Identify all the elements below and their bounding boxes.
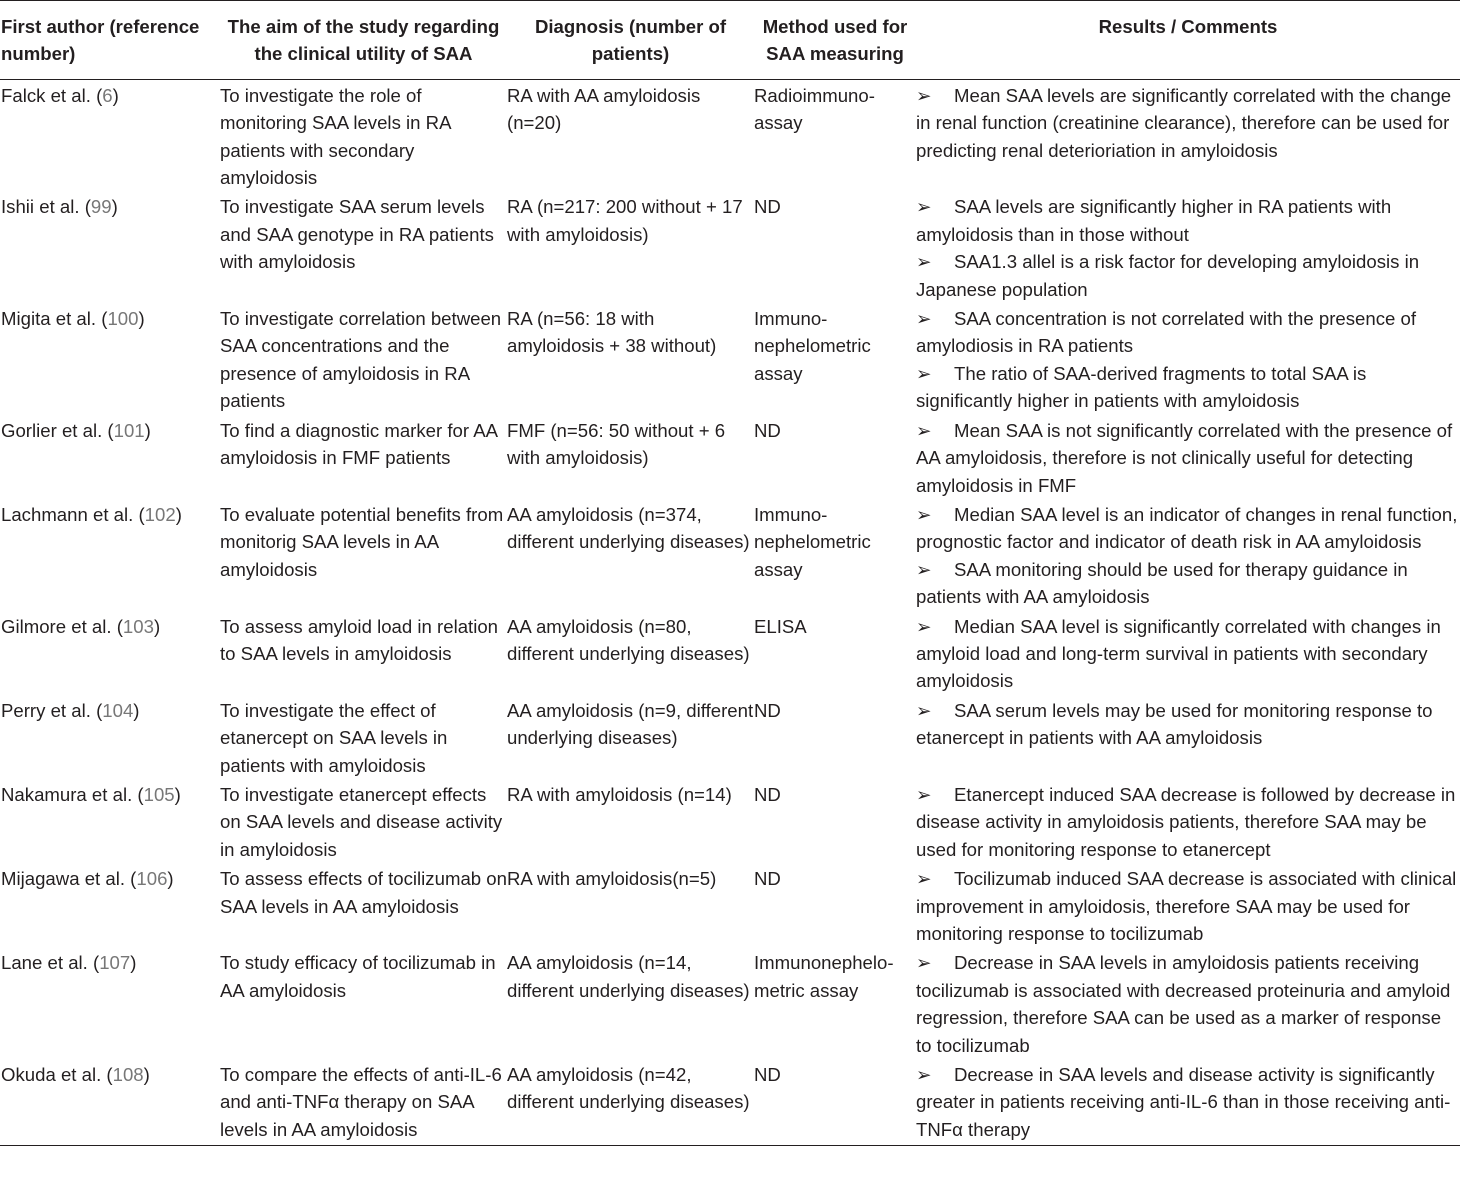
header-results: Results / Comments <box>916 1 1460 80</box>
result-text: Decrease in SAA levels and disease activity is significantly greater in patients receiving anti-IL-6 than in those receiving anti-TNFα therapy <box>916 1064 1451 1140</box>
author-close-paren: ) <box>133 699 140 721</box>
result-item <box>916 417 1460 499</box>
reference-link[interactable]: 105 <box>143 783 175 805</box>
table-row <box>0 303 1460 415</box>
author-close-paren: ) <box>138 308 145 330</box>
author-close-paren: ) <box>130 952 137 974</box>
reference-link[interactable]: 100 <box>107 308 139 330</box>
author-close-paren: ) <box>143 1064 150 1086</box>
diagnosis-cell: RA with amyloidosis(n=5) <box>507 868 717 890</box>
reference-link[interactable]: 107 <box>99 952 131 974</box>
reference-link[interactable]: 99 <box>90 196 112 218</box>
reference-link[interactable]: 106 <box>136 868 168 890</box>
author-cell <box>0 79 220 191</box>
author-close-paren: ) <box>153 615 161 637</box>
results-cell <box>916 863 1460 947</box>
method-cell: Immuno-nephelometric assay <box>754 308 871 384</box>
method-cell: ND <box>754 868 781 890</box>
table-row <box>0 779 1460 863</box>
author-close-paren: ) <box>112 84 119 106</box>
header-author: First author (reference number) <box>0 1 220 80</box>
arrow-bullet-icon: ➢ <box>916 196 932 218</box>
arrow-bullet-icon: ➢ <box>916 1064 932 1086</box>
author-name: Nakamura et al. ( <box>1 783 144 805</box>
author-close-paren: ) <box>174 783 181 805</box>
author-name: Lachmann et al. ( <box>1 503 145 525</box>
result-item <box>916 360 1460 415</box>
aim-cell: To assess effects of tocilizumab on SAA levels in AA amyloidosis <box>220 868 507 917</box>
results-cell <box>916 499 1460 611</box>
method-cell: ND <box>754 1059 916 1146</box>
arrow-bullet-icon: ➢ <box>916 503 932 525</box>
author-name: Mijagawa et al. ( <box>1 868 137 890</box>
arrow-bullet-icon: ➢ <box>916 84 932 106</box>
arrow-bullet-icon: ➢ <box>916 308 932 330</box>
arrow-bullet-icon: ➢ <box>916 952 932 974</box>
reference-link[interactable]: 102 <box>144 503 176 525</box>
author-cell <box>0 947 220 1059</box>
result-item <box>916 501 1460 556</box>
result-text: SAA1.3 allel is a risk factor for developing amyloidosis in Japanese population <box>916 251 1420 300</box>
result-text: SAA serum levels may be used for monitoring response to etanercept in patients with AA amyloidosis <box>916 699 1433 749</box>
table-body <box>0 79 1460 1145</box>
table-row <box>0 611 1460 695</box>
table-row <box>0 499 1460 611</box>
result-text: Etanercept induced SAA decrease is followed by decrease in disease activity in amyloidosis patients, therefore SAA may be used for monitoring response to etanercept <box>916 783 1456 860</box>
result-item <box>916 613 1460 695</box>
results-cell <box>916 191 1460 303</box>
result-item <box>916 248 1460 303</box>
table-row <box>0 191 1460 303</box>
arrow-bullet-icon: ➢ <box>916 615 932 637</box>
result-item <box>916 865 1460 947</box>
result-item <box>916 697 1460 752</box>
arrow-bullet-icon: ➢ <box>916 783 932 805</box>
table-row <box>0 947 1460 1059</box>
result-text: SAA levels are significantly higher in RA patients with amyloidosis than in those without <box>916 196 1392 245</box>
results-cell <box>916 1059 1460 1146</box>
author-cell <box>0 415 220 499</box>
arrow-bullet-icon: ➢ <box>916 362 932 384</box>
result-text: Mean SAA levels are significantly correlated with the change in renal function (creatinine clearance), therefore can be used for predicting renal deterioriation in amyloidosis <box>916 84 1452 161</box>
aim-cell: To compare the effects of anti-IL-6 and anti-TNFα therapy on SAA levels in AA amyloidosis <box>220 1059 507 1146</box>
author-cell <box>0 779 220 863</box>
results-cell <box>916 611 1460 695</box>
method-cell: ND <box>754 419 781 441</box>
table-row <box>0 79 1460 191</box>
table-row <box>0 863 1460 947</box>
result-item <box>916 193 1460 248</box>
result-text: SAA concentration is not correlated with the presence of amylodiosis in RA patients <box>916 308 1417 357</box>
results-cell <box>916 303 1460 415</box>
author-close-paren: ) <box>175 503 182 525</box>
author-cell <box>0 863 220 947</box>
arrow-bullet-icon: ➢ <box>916 699 932 721</box>
header-diagnosis: Diagnosis (number of patients) <box>507 1 754 80</box>
author-name: Falck et al. ( <box>1 84 103 106</box>
author-name: Gorlier et al. ( <box>1 419 114 441</box>
header-aim: The aim of the study regarding the clinical utility of SAA <box>220 1 507 80</box>
results-cell <box>916 947 1460 1059</box>
diagnosis-cell: AA amyloidosis (n=14, different underlying diseases) <box>507 952 750 1001</box>
aim-cell: To find a diagnostic marker for AA amyloidosis in FMF patients <box>220 419 497 469</box>
aim-cell: To investigate etanercept effects on SAA levels and disease activity in amyloidosis <box>220 783 503 860</box>
author-cell <box>0 499 220 611</box>
diagnosis-cell: RA with amyloidosis (n=14) <box>507 783 732 805</box>
author-cell <box>0 303 220 415</box>
diagnosis-cell: AA amyloidosis (n=374, different underlying diseases) <box>507 503 750 553</box>
result-item <box>916 82 1460 164</box>
diagnosis-cell: RA with AA amyloidosis (n=20) <box>507 84 701 134</box>
diagnosis-cell: AA amyloidosis (n=80, different underlying diseases) <box>507 615 750 664</box>
aim-cell: To assess amyloid load in relation to SAA levels in amyloidosis <box>220 615 499 664</box>
author-name: Gilmore et al. ( <box>1 615 123 637</box>
result-text: SAA monitoring should be used for therapy guidance in patients with AA amyloidosis <box>916 558 1408 608</box>
result-item <box>916 305 1460 360</box>
diagnosis-cell: FMF (n=56: 50 without + 6 with amyloidosis) <box>507 419 726 469</box>
author-cell <box>0 611 220 695</box>
method-cell: ND <box>754 699 781 721</box>
aim-cell: To investigate the role of monitoring SAA levels in RA patients with secondary amyloidosis <box>220 84 451 189</box>
arrow-bullet-icon: ➢ <box>916 868 932 890</box>
author-cell <box>0 1059 220 1146</box>
arrow-bullet-icon: ➢ <box>916 419 932 441</box>
result-text: The ratio of SAA-derived fragments to total SAA is significantly higher in patients with amyloidosis <box>916 362 1367 412</box>
aim-cell: To evaluate potential benefits from monitorig SAA levels in AA amyloidosis <box>220 503 504 580</box>
author-name: Migita et al. ( <box>1 308 108 330</box>
arrow-bullet-icon: ➢ <box>916 251 932 273</box>
results-cell <box>916 695 1460 779</box>
aim-cell: To investigate correlation between SAA concentrations and the presence of amyloidosis in RA patients <box>220 308 502 412</box>
reference-link[interactable]: 6 <box>102 84 113 106</box>
author-name: Lane et al. ( <box>1 952 100 974</box>
table-row <box>0 695 1460 779</box>
author-close-paren: ) <box>144 419 151 441</box>
results-cell <box>916 415 1460 499</box>
header-method: Method used for SAA measuring <box>754 1 916 80</box>
author-close-paren: ) <box>167 868 174 890</box>
aim-cell: To investigate SAA serum levels and SAA genotype in RA patients with amyloidosis <box>220 196 494 273</box>
reference-link[interactable]: 101 <box>113 419 145 441</box>
method-cell: ELISA <box>754 615 807 637</box>
result-text: Median SAA level is an indicator of changes in renal function, prognostic factor and indicator of death risk in AA amyloidosis <box>916 503 1458 553</box>
reference-link[interactable]: 103 <box>122 615 154 637</box>
result-text: Median SAA level is significantly correlated with changes in amyloid load and long-term survival in patients with secondary amyloidosis <box>916 615 1441 692</box>
author-name: Okuda et al. ( <box>1 1064 113 1086</box>
method-cell: Immunonephelo-metric assay <box>754 952 894 1001</box>
author-name: Perry et al. ( <box>1 699 103 721</box>
arrow-bullet-icon: ➢ <box>916 558 932 580</box>
author-close-paren: ) <box>111 196 118 218</box>
author-cell <box>0 695 220 779</box>
result-text: Tocilizumab induced SAA decrease is associated with clinical improvement in amyloidosis, therefore SAA may be used for monitoring response to tocilizumab <box>916 868 1457 944</box>
result-item <box>916 1061 1460 1143</box>
diagnosis-cell: RA (n=56: 18 with amyloidosis + 38 without) <box>507 308 717 357</box>
result-item <box>916 949 1460 1059</box>
diagnosis-cell: AA amyloidosis (n=9, different underlying diseases) <box>507 699 754 749</box>
aim-cell: To study efficacy of tocilizumab in AA amyloidosis <box>220 952 496 1001</box>
method-cell: Immuno-nephelometric assay <box>754 503 871 580</box>
diagnosis-cell: RA (n=217: 200 without + 17 with amyloidosis) <box>507 196 743 245</box>
method-cell: ND <box>754 783 781 805</box>
results-cell <box>916 779 1460 863</box>
aim-cell: To investigate the effect of etanercept on SAA levels in patients with amyloidosis <box>220 699 448 776</box>
diagnosis-cell: AA amyloidosis (n=42, different underlying diseases) <box>507 1059 754 1146</box>
header-row <box>0 1 1460 80</box>
author-name: Ishii et al. ( <box>1 196 91 218</box>
result-text: Decrease in SAA levels in amyloidosis patients receiving tocilizumab is associated with decreased proteinuria and amyloid regression, therefore SAA can be used as a marker of response to tocilizumab <box>916 952 1451 1056</box>
method-cell: ND <box>754 196 781 218</box>
reference-link[interactable]: 108 <box>112 1064 144 1086</box>
reference-link[interactable]: 104 <box>102 699 134 721</box>
result-item <box>916 781 1460 863</box>
table-row <box>0 1059 1460 1146</box>
method-cell: Radioimmuno-assay <box>754 84 875 134</box>
result-item <box>916 556 1460 611</box>
table-row <box>0 415 1460 499</box>
author-cell <box>0 191 220 303</box>
results-cell <box>916 79 1460 191</box>
result-text: Mean SAA is not significantly correlated with the presence of AA amyloidosis, therefore is not clinically useful for detecting amyloidosis in FMF <box>916 419 1453 496</box>
